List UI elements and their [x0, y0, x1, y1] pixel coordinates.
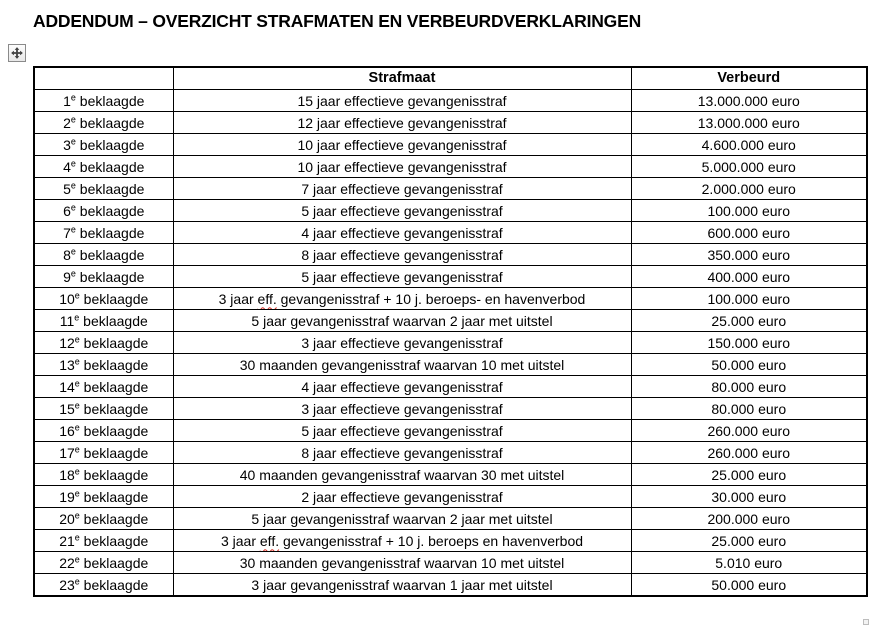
strafmaat-cell — [173, 508, 631, 530]
beklaagde-label: beklaagde — [75, 180, 145, 197]
table-row — [34, 574, 867, 597]
verbeurd-cell: 50.000 euro — [631, 354, 867, 376]
verbeurd-cell: 25.000 euro — [631, 464, 867, 486]
beklaagde-ordinal-suffix: e — [74, 531, 80, 542]
verbeurd-cell: 200.000 euro — [631, 508, 867, 530]
beklaagde-label: beklaagde — [79, 444, 149, 461]
beklaagde-label: beklaagde — [79, 422, 149, 439]
table-row — [34, 112, 867, 134]
beklaagde-label: beklaagde — [75, 158, 145, 175]
beklaagde-label: beklaagde — [75, 114, 145, 131]
table-row — [34, 354, 867, 376]
verbeurd-cell: 350.000 euro — [631, 244, 867, 266]
strafmaat-text: 30 maanden gevangenisstraf waarvan 10 met uitstel — [239, 554, 565, 571]
beklaagde-ordinal-suffix: e — [70, 91, 76, 102]
strafmaat-text: 7 jaar effectieve gevangenisstraf — [301, 180, 503, 197]
beklaagde-cell — [34, 442, 173, 464]
beklaagde-ordinal-suffix: e — [74, 377, 80, 388]
page-title: ADDENDUM – OVERZICHT STRAFMATEN EN VERBEURDVERKLARINGEN — [33, 11, 642, 31]
beklaagde-ordinal-suffix: e — [74, 355, 80, 366]
beklaagde-label: beklaagde — [79, 466, 149, 483]
strafmaat-text: 3 jaar effectieve gevangenisstraf — [301, 334, 503, 351]
beklaagde-ordinal: 6 — [63, 202, 71, 219]
beklaagde-cell — [34, 508, 173, 530]
table-row — [34, 200, 867, 222]
table-resize-handle[interactable] — [863, 619, 869, 625]
table-row — [34, 178, 867, 200]
beklaagde-ordinal: 1 — [63, 92, 71, 109]
table-row — [34, 134, 867, 156]
beklaagde-ordinal: 7 — [63, 224, 71, 241]
strafmaat-text: 3 jaar effectieve gevangenisstraf — [301, 400, 503, 417]
strafmaat-text: 3 jaar gevangenisstraf waarvan 1 jaar met uitstel — [251, 576, 553, 593]
beklaagde-ordinal: 18 — [59, 466, 75, 483]
beklaagde-cell — [34, 354, 173, 376]
verbeurd-cell: 80.000 euro — [631, 376, 867, 398]
strafmaat-text: 10 jaar effectieve gevangenisstraf — [297, 158, 507, 175]
beklaagde-ordinal: 14 — [59, 378, 75, 395]
beklaagde-cell — [34, 552, 173, 574]
strafmaat-text: 5 jaar gevangenisstraf waarvan 2 jaar met uitstel — [251, 312, 553, 329]
beklaagde-ordinal: 3 — [63, 136, 71, 153]
header-beklaagde — [34, 67, 173, 90]
strafmaat-cell — [173, 552, 631, 574]
verbeurd-cell: 5.010 euro — [631, 552, 867, 574]
strafmaat-cell — [173, 464, 631, 486]
beklaagde-ordinal-suffix: e — [70, 201, 76, 212]
table-row — [34, 376, 867, 398]
strafmaat-text: 4 jaar effectieve gevangenisstraf — [301, 378, 503, 395]
verbeurd-cell: 30.000 euro — [631, 486, 867, 508]
move-cross-icon — [11, 47, 23, 59]
beklaagde-label: beklaagde — [79, 312, 148, 329]
strafmaat-text: 8 jaar effectieve gevangenisstraf — [301, 246, 503, 263]
table-row — [34, 508, 867, 530]
table-header-row — [34, 67, 867, 90]
strafmaat-cell — [173, 376, 631, 398]
beklaagde-ordinal-suffix: e — [70, 113, 76, 124]
beklaagde-ordinal: 13 — [59, 356, 75, 373]
beklaagde-label: beklaagde — [75, 202, 145, 219]
beklaagde-ordinal: 19 — [59, 488, 75, 505]
strafmaat-cell — [173, 530, 631, 552]
strafmaat-text: 5 jaar effectieve gevangenisstraf — [301, 268, 503, 285]
strafmaat-cell — [173, 332, 631, 354]
beklaagde-ordinal: 23 — [59, 576, 75, 593]
beklaagde-ordinal-suffix: e — [74, 421, 80, 432]
table-row — [34, 398, 867, 420]
beklaagde-ordinal-suffix: e — [74, 311, 80, 322]
strafmaat-cell — [173, 112, 631, 134]
strafmaat-cell — [173, 398, 631, 420]
beklaagde-cell — [34, 244, 173, 266]
beklaagde-ordinal: 4 — [63, 158, 71, 175]
table-row — [34, 486, 867, 508]
beklaagde-ordinal-suffix: e — [74, 289, 80, 300]
beklaagde-ordinal-suffix: e — [74, 399, 80, 410]
beklaagde-ordinal: 15 — [59, 400, 75, 417]
verbeurd-cell: 150.000 euro — [631, 332, 867, 354]
strafmaat-text: 12 jaar effectieve gevangenisstraf — [297, 114, 507, 131]
strafmaat-text: 3 jaar — [218, 290, 258, 307]
verbeurd-cell: 13.000.000 euro — [631, 112, 867, 134]
strafmaat-cell — [173, 134, 631, 156]
beklaagde-ordinal-suffix: e — [74, 465, 80, 476]
verbeurd-cell: 25.000 euro — [631, 530, 867, 552]
beklaagde-ordinal: 5 — [63, 180, 71, 197]
strafmaat-cell — [173, 442, 631, 464]
beklaagde-cell — [34, 376, 173, 398]
beklaagde-label: beklaagde — [79, 532, 149, 549]
strafmaat-cell — [173, 178, 631, 200]
strafmaat-text-misspelled: eff. — [259, 532, 280, 549]
verbeurd-cell: 260.000 euro — [631, 420, 867, 442]
beklaagde-label: beklaagde — [75, 224, 145, 241]
table-row — [34, 420, 867, 442]
beklaagde-cell — [34, 530, 173, 552]
table-row — [34, 332, 867, 354]
beklaagde-ordinal-suffix: e — [74, 443, 80, 454]
strafmaat-text-misspelled: eff. — [257, 290, 277, 307]
table-move-handle[interactable] — [8, 44, 26, 62]
strafmaat-cell — [173, 310, 631, 332]
strafmaat-cell — [173, 420, 631, 442]
beklaagde-label: beklaagde — [75, 92, 145, 109]
beklaagde-ordinal-suffix: e — [74, 333, 80, 344]
verbeurd-cell: 50.000 euro — [631, 574, 867, 597]
beklaagde-cell — [34, 178, 173, 200]
beklaagde-label: beklaagde — [79, 290, 149, 307]
table-row — [34, 156, 867, 178]
strafmaat-text: gevangenisstraf + 10 j. beroeps en havenverbod — [279, 532, 584, 549]
verbeurd-cell: 2.000.000 euro — [631, 178, 867, 200]
strafmaat-cell — [173, 90, 631, 112]
beklaagde-cell — [34, 398, 173, 420]
table-row — [34, 90, 867, 112]
table-row — [34, 310, 867, 332]
beklaagde-ordinal: 17 — [59, 444, 75, 461]
verbeurd-cell: 260.000 euro — [631, 442, 867, 464]
verbeurd-cell: 13.000.000 euro — [631, 90, 867, 112]
strafmaat-text: 5 jaar effectieve gevangenisstraf — [301, 422, 503, 439]
beklaagde-ordinal: 22 — [59, 554, 75, 571]
verbeurd-cell: 400.000 euro — [631, 266, 867, 288]
beklaagde-ordinal: 2 — [63, 114, 71, 131]
strafmaat-text: gevangenisstraf + 10 j. beroeps- en havenverbod — [276, 290, 586, 307]
table-row — [34, 244, 867, 266]
beklaagde-cell — [34, 200, 173, 222]
header-strafmaat: Strafmaat — [173, 67, 631, 90]
beklaagde-label: beklaagde — [79, 510, 149, 527]
table-row — [34, 288, 867, 310]
strafmaat-text: 5 jaar gevangenisstraf waarvan 2 jaar met uitstel — [251, 510, 553, 527]
strafmaat-text: 3 jaar — [220, 532, 260, 549]
strafmaat-cell — [173, 574, 631, 597]
verbeurd-cell: 5.000.000 euro — [631, 156, 867, 178]
beklaagde-ordinal: 21 — [59, 532, 75, 549]
beklaagde-ordinal-suffix: e — [70, 267, 76, 278]
beklaagde-label: beklaagde — [75, 246, 145, 263]
strafmaat-cell — [173, 244, 631, 266]
beklaagde-label: beklaagde — [79, 356, 149, 373]
beklaagde-cell — [34, 134, 173, 156]
beklaagde-cell — [34, 222, 173, 244]
beklaagde-ordinal-suffix: e — [74, 553, 80, 564]
beklaagde-ordinal-suffix: e — [74, 575, 80, 586]
beklaagde-label: beklaagde — [79, 576, 149, 593]
beklaagde-cell — [34, 90, 173, 112]
beklaagde-label: beklaagde — [79, 334, 149, 351]
verbeurd-cell: 80.000 euro — [631, 398, 867, 420]
verbeurd-cell: 4.600.000 euro — [631, 134, 867, 156]
beklaagde-cell — [34, 310, 173, 332]
table-row — [34, 442, 867, 464]
beklaagde-ordinal: 10 — [59, 290, 75, 307]
beklaagde-cell — [34, 266, 173, 288]
strafmaat-text: 8 jaar effectieve gevangenisstraf — [301, 444, 503, 461]
strafmaat-cell — [173, 222, 631, 244]
strafmaat-text: 2 jaar effectieve gevangenisstraf — [301, 488, 503, 505]
beklaagde-ordinal: 9 — [63, 268, 71, 285]
beklaagde-label: beklaagde — [75, 136, 145, 153]
beklaagde-label: beklaagde — [79, 400, 149, 417]
beklaagde-cell — [34, 288, 173, 310]
beklaagde-cell — [34, 574, 173, 597]
table-body — [34, 90, 867, 597]
beklaagde-cell — [34, 464, 173, 486]
strafmaat-text: 15 jaar effectieve gevangenisstraf — [297, 92, 507, 109]
beklaagde-ordinal-suffix: e — [74, 509, 80, 520]
strafmaat-text: 5 jaar effectieve gevangenisstraf — [301, 202, 503, 219]
beklaagde-cell — [34, 156, 173, 178]
strafmaat-cell — [173, 354, 631, 376]
strafmaat-cell — [173, 156, 631, 178]
strafmaat-text: 30 maanden gevangenisstraf waarvan 10 met uitstel — [239, 356, 565, 373]
beklaagde-ordinal-suffix: e — [70, 157, 76, 168]
strafmaat-text: 4 jaar effectieve gevangenisstraf — [301, 224, 503, 241]
beklaagde-ordinal-suffix: e — [70, 223, 76, 234]
beklaagde-ordinal-suffix: e — [74, 487, 80, 498]
table-row — [34, 222, 867, 244]
verbeurd-cell: 25.000 euro — [631, 310, 867, 332]
sentences-table — [33, 66, 868, 597]
table-row — [34, 266, 867, 288]
table-row — [34, 552, 867, 574]
beklaagde-ordinal-suffix: e — [70, 179, 76, 190]
strafmaat-cell — [173, 266, 631, 288]
strafmaat-cell — [173, 200, 631, 222]
beklaagde-ordinal-suffix: e — [70, 245, 76, 256]
strafmaat-text: 40 maanden gevangenisstraf waarvan 30 met uitstel — [239, 466, 565, 483]
verbeurd-cell: 100.000 euro — [631, 200, 867, 222]
beklaagde-ordinal: 8 — [63, 246, 71, 263]
beklaagde-cell — [34, 486, 173, 508]
header-verbeurd: Verbeurd — [631, 67, 867, 90]
strafmaat-cell — [173, 486, 631, 508]
beklaagde-ordinal: 11 — [59, 312, 75, 329]
table-row — [34, 464, 867, 486]
verbeurd-cell: 100.000 euro — [631, 288, 867, 310]
strafmaat-cell — [173, 288, 631, 310]
table-row — [34, 530, 867, 552]
beklaagde-cell — [34, 112, 173, 134]
beklaagde-label: beklaagde — [75, 268, 145, 285]
beklaagde-label: beklaagde — [79, 378, 149, 395]
beklaagde-ordinal: 12 — [59, 334, 75, 351]
strafmaat-text: 10 jaar effectieve gevangenisstraf — [297, 136, 507, 153]
beklaagde-ordinal: 16 — [59, 422, 75, 439]
beklaagde-ordinal-suffix: e — [70, 135, 76, 146]
verbeurd-cell: 600.000 euro — [631, 222, 867, 244]
beklaagde-cell — [34, 332, 173, 354]
beklaagde-label: beklaagde — [79, 554, 149, 571]
beklaagde-ordinal: 20 — [59, 510, 75, 527]
beklaagde-label: beklaagde — [79, 488, 149, 505]
beklaagde-cell — [34, 420, 173, 442]
